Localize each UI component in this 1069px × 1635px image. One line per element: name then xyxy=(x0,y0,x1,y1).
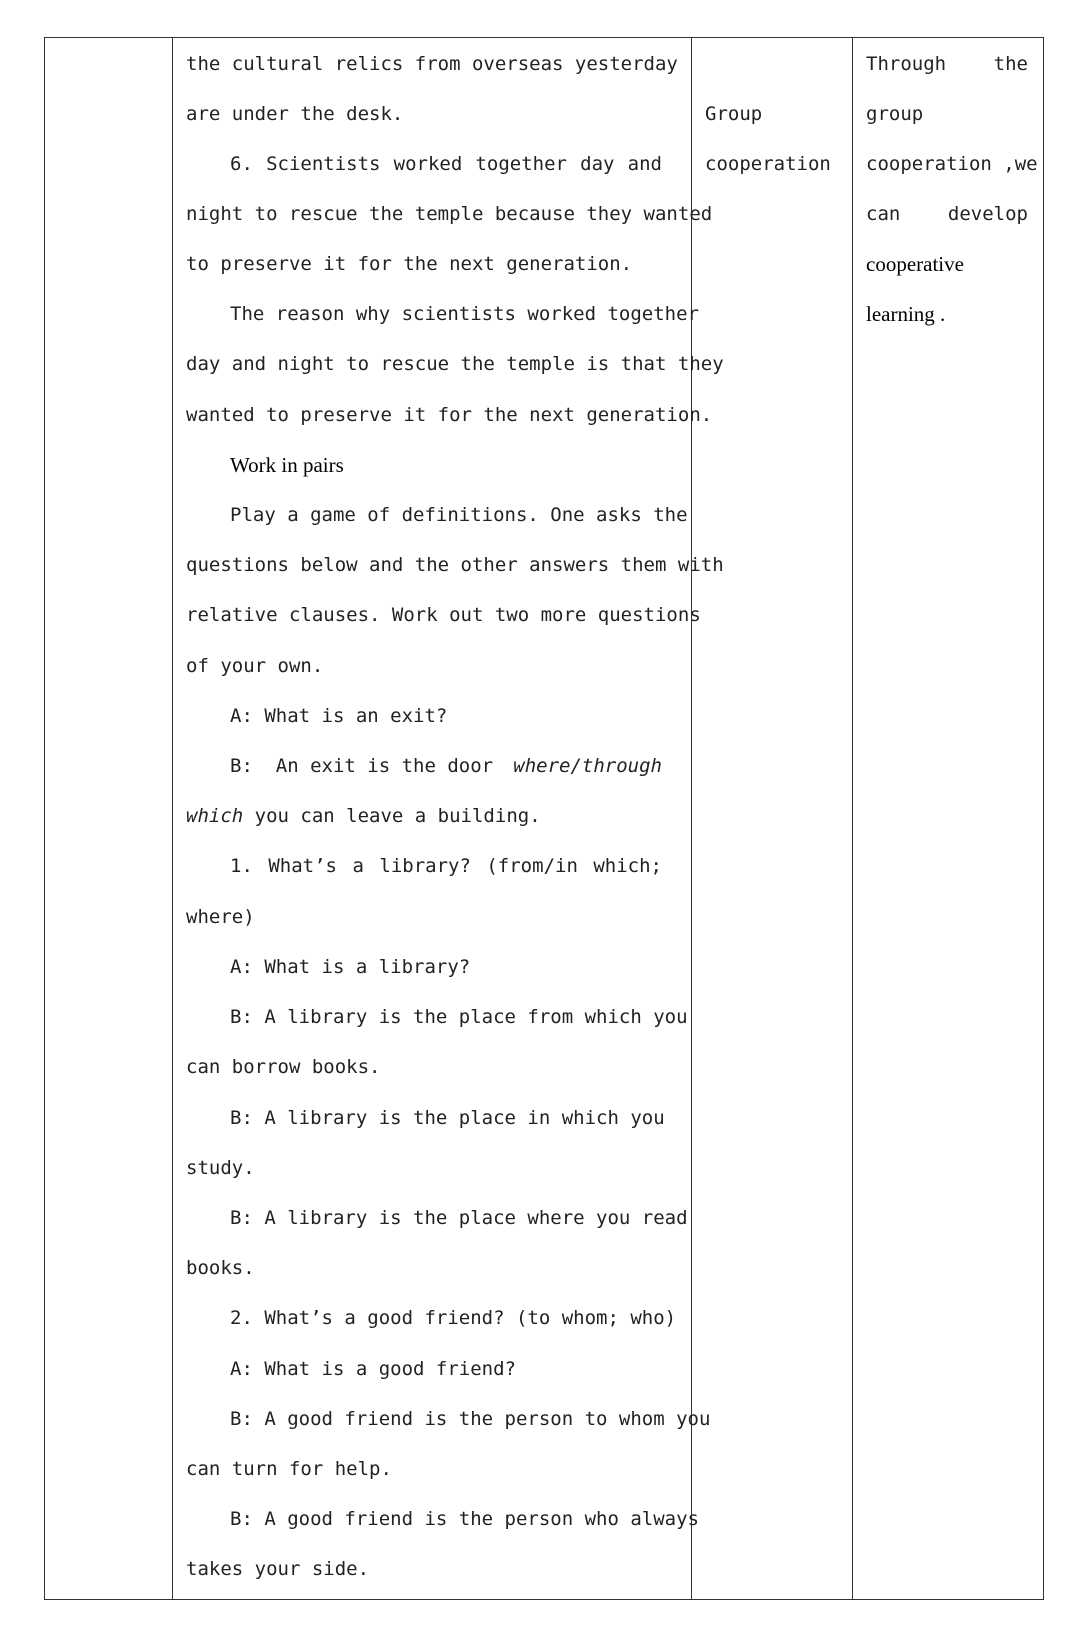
text-line: can turn for help. xyxy=(186,1458,392,1480)
text-line: B: A library is the place from which you xyxy=(230,1006,688,1028)
text-line: relative clauses. Work out two more questions xyxy=(186,604,701,626)
text-line: are under the desk. xyxy=(186,103,404,125)
text-line: the cultural relics from overseas yesterday xyxy=(186,53,678,75)
text-line: to preserve it for the next generation. xyxy=(186,253,633,275)
column-divider-2 xyxy=(691,38,692,1599)
text-line: day and night to rescue the temple is that they xyxy=(186,353,724,375)
text-line: wanted to preserve it for the next generation. xyxy=(186,404,713,426)
text-line: A: What is a library? xyxy=(230,956,471,978)
purpose-line: Through the xyxy=(866,53,1028,75)
column-divider-3 xyxy=(852,38,853,1599)
text-line: night to rescue the temple because they wanted xyxy=(186,203,713,225)
text-line: of your own. xyxy=(186,655,324,677)
purpose-line: learning . xyxy=(866,302,946,326)
text-line: study. xyxy=(186,1157,255,1179)
text-line: 6. Scientists worked together day and xyxy=(230,153,662,175)
text-line: takes your side. xyxy=(186,1558,370,1580)
purpose-line: cooperation ,we xyxy=(866,153,1038,175)
text-line: 1. What’s a library? (from/in which; xyxy=(230,855,662,877)
text-segment: you can leave a building. xyxy=(254,805,541,827)
text-line: where) xyxy=(186,906,255,928)
text-line: B: A library is the place in which you xyxy=(230,1107,665,1129)
lesson-plan-table xyxy=(44,37,1044,1600)
text-line: books. xyxy=(186,1257,255,1279)
text-line xyxy=(186,791,662,841)
italic-segment: which xyxy=(186,805,244,827)
text-line xyxy=(186,741,662,791)
italic-segment: where/through xyxy=(513,755,662,777)
text-line: can borrow books. xyxy=(186,1056,381,1078)
activity-line: cooperation xyxy=(705,153,831,175)
purpose-line: can develop xyxy=(866,203,1028,225)
text-line: questions below and the other answers them with xyxy=(186,554,724,576)
activity-line: Group xyxy=(705,103,763,125)
text-line: 2. What’s a good friend? (to whom; who) xyxy=(230,1307,677,1329)
text-line: B: A library is the place where you read xyxy=(230,1207,688,1229)
text-line: A: What is an exit? xyxy=(230,705,448,727)
text-line: The reason why scientists worked together xyxy=(230,303,699,325)
text-line: Play a game of definitions. One asks the xyxy=(230,504,688,526)
section-heading: Work in pairs xyxy=(230,453,344,477)
text-line: B: A good friend is the person to whom you xyxy=(230,1408,711,1430)
purpose-line: group xyxy=(866,103,924,125)
text-segment: B: An exit is the door xyxy=(230,755,494,777)
column-divider-1 xyxy=(172,38,173,1599)
text-line: A: What is a good friend? xyxy=(230,1358,516,1380)
text-line: B: A good friend is the person who always xyxy=(230,1508,699,1530)
purpose-line: cooperative xyxy=(866,252,964,276)
